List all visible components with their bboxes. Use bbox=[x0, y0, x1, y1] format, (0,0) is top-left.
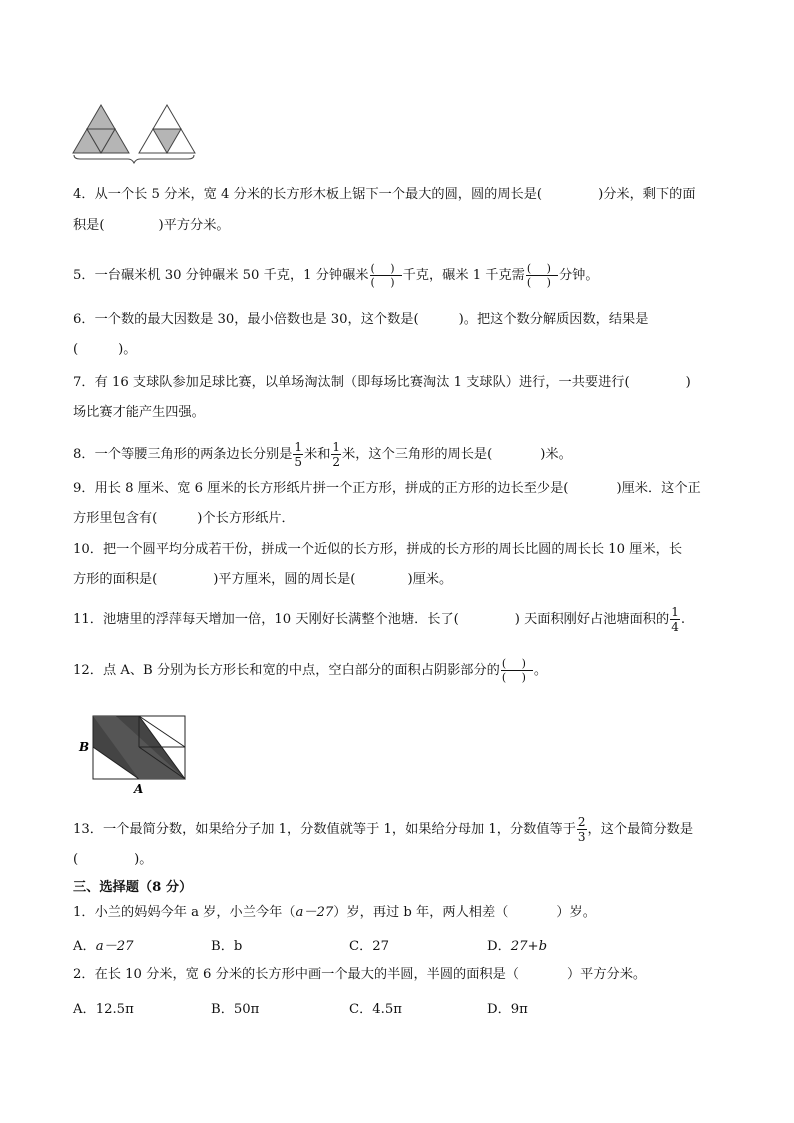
question-4-text: 积是( bbox=[73, 218, 105, 233]
option-label: D． bbox=[487, 939, 511, 954]
question-7-text: 场比赛才能产生四强。 bbox=[73, 405, 205, 420]
fraction-two-thirds bbox=[577, 816, 587, 843]
fraction-numerator: 1 bbox=[671, 605, 679, 619]
question-9-line-2 bbox=[73, 510, 295, 528]
choice-question-2 bbox=[73, 966, 646, 984]
question-4-line-2 bbox=[73, 217, 230, 235]
question-8-text: 米和 bbox=[304, 447, 331, 462]
question-6-text: )。把这个数分解质因数，结果是 bbox=[458, 312, 649, 327]
option-a[interactable]: A．12.5π bbox=[73, 1002, 134, 1017]
choice-question-text: ）岁。 bbox=[556, 905, 596, 920]
question-11 bbox=[73, 606, 685, 633]
section-heading: 三、选择题（8 分） bbox=[73, 880, 193, 895]
question-10-line-1 bbox=[73, 541, 682, 559]
question-8 bbox=[73, 441, 572, 468]
fraction-denominator: ( ) bbox=[501, 671, 532, 684]
fraction-one-half bbox=[331, 441, 341, 468]
option-d[interactable] bbox=[487, 935, 547, 954]
brace bbox=[74, 155, 194, 163]
question-6-text: ( bbox=[73, 342, 79, 357]
question-4-text: )平方分米。 bbox=[158, 218, 230, 233]
label-a: A bbox=[134, 782, 144, 796]
question-10-text: 10．把一个圆平均分成若干份，拼成一个近似的长方形，拼成的长方形的周长比圆的周长长 10 厘米，长 bbox=[73, 542, 683, 557]
question-6-text: 6．一个数的最大因数是 30，最小倍数也是 30，这个数是( bbox=[73, 312, 419, 327]
question-4-line-1 bbox=[73, 186, 696, 204]
option-b[interactable]: B．50π bbox=[211, 1002, 260, 1017]
label-b: B bbox=[79, 740, 90, 754]
question-11-text: ) 天面积刚好占池塘面积的 bbox=[514, 612, 670, 627]
fraction-numerator: 2 bbox=[577, 815, 586, 829]
fraction-one-quarter bbox=[670, 606, 680, 633]
fraction-numerator: ( ) bbox=[370, 262, 401, 275]
fraction-numerator: ( ) bbox=[501, 657, 532, 670]
fraction-denominator: 4 bbox=[671, 620, 679, 634]
question-10-text: )平方厘米，圆的周长是( bbox=[213, 572, 356, 587]
choice-question-text: ）岁，再过 b 年，两人相差（ bbox=[333, 905, 509, 920]
question-9-text: )厘米．这个正 bbox=[616, 481, 701, 496]
option-b[interactable]: B．b bbox=[211, 939, 243, 954]
option-c[interactable]: C．27 bbox=[349, 939, 390, 954]
question-13-line-2 bbox=[73, 851, 153, 869]
question-13-text: ，这个最简分数是 bbox=[587, 822, 694, 837]
question-10-text: )厘米。 bbox=[407, 572, 453, 587]
fraction-blank[interactable] bbox=[501, 658, 533, 683]
fraction-denominator: 2 bbox=[332, 455, 341, 469]
question-8-text: 8．一个等腰三角形的两条边长分别是 bbox=[73, 447, 293, 462]
question-4-text: 4．从一个长 5 分米，宽 4 分米的长方形木板上锯下一个最大的圆，圆的周长是( bbox=[73, 187, 543, 202]
fraction-denominator: ( ) bbox=[526, 276, 557, 289]
triangle-figure bbox=[72, 102, 198, 164]
question-7-text: 7．有 16 支球队参加足球比赛，以单场淘汰制（即每场比赛淘汰 1 支球队）进行，一共要进行( bbox=[73, 375, 630, 390]
option-label: A． bbox=[73, 939, 96, 954]
question-12-text: 。 bbox=[533, 663, 548, 678]
fraction-one-fifth bbox=[293, 441, 303, 468]
question-10-line-2 bbox=[73, 571, 452, 589]
question-5-text: 5．一台碾米机 30 分钟碾米 50 千克，1 分钟碾米 bbox=[73, 268, 369, 283]
fraction-numerator: ( ) bbox=[526, 262, 557, 275]
fraction-numerator: 1 bbox=[332, 440, 341, 454]
fraction-denominator: 5 bbox=[294, 455, 303, 469]
fraction-denominator: ( ) bbox=[370, 276, 401, 289]
question-9-text: 方形里包含有( bbox=[73, 511, 158, 526]
question-12-text: 12．点 A、B 分别为长方形长和宽的中点，空白部分的面积占阴影部分的 bbox=[73, 663, 500, 678]
question-5-text: 分钟。 bbox=[558, 268, 599, 283]
fraction-denominator: 3 bbox=[577, 830, 586, 844]
fraction-blank[interactable] bbox=[370, 263, 402, 288]
option-c[interactable]: C．4.5π bbox=[349, 1002, 402, 1017]
question-8-text: )米。 bbox=[540, 447, 572, 462]
question-7-line-1 bbox=[73, 374, 691, 392]
question-6-line-2 bbox=[73, 341, 137, 359]
question-13-text: 13．一个最简分数，如果给分子加 1，分数值就等于 1，如果给分母加 1，分数值等于 bbox=[73, 822, 576, 837]
question-5-text: 千克，碾米 1 千克需 bbox=[402, 268, 525, 283]
option-text: a－27 bbox=[95, 939, 134, 954]
math-expression: a－27 bbox=[295, 905, 334, 920]
question-7-text: ) bbox=[685, 375, 691, 390]
question-6-line-1 bbox=[73, 311, 648, 329]
question-12 bbox=[73, 658, 547, 683]
question-13-text: )。 bbox=[134, 852, 153, 867]
fraction-blank[interactable] bbox=[526, 263, 558, 288]
question-7-line-2 bbox=[73, 404, 205, 422]
question-5 bbox=[73, 263, 599, 288]
fraction-numerator: 1 bbox=[294, 440, 303, 454]
question-13-text: ( bbox=[73, 852, 79, 867]
question-10-text: 方形的面积是( bbox=[73, 572, 158, 587]
choice-question-text: 1．小兰的妈妈今年 a 岁，小兰今年（ bbox=[73, 905, 296, 920]
option-text: 27+b bbox=[510, 939, 548, 954]
rectangle-figure bbox=[76, 712, 196, 796]
question-4-text: )分米，剩下的面 bbox=[598, 187, 696, 202]
question-9-line-1 bbox=[73, 480, 701, 498]
triangle-shaded bbox=[87, 105, 115, 129]
question-9-text: )个长方形纸片． bbox=[197, 511, 295, 526]
choice-question-text: 2．在长 10 分米，宽 6 分米的长方形中画一个最大的半圆，半圆的面积是（ bbox=[73, 967, 519, 982]
question-6-text: )。 bbox=[118, 342, 137, 357]
question-13-line-1 bbox=[73, 816, 693, 843]
choice-question-1 bbox=[73, 904, 596, 922]
question-9-text: 9．用长 8 厘米、宽 6 厘米的长方形纸片拼一个正方形，拼成的正方形的边长至少是( bbox=[73, 481, 569, 496]
choice-question-text: ）平方分米。 bbox=[566, 967, 647, 982]
option-a[interactable] bbox=[73, 935, 134, 954]
question-11-text: . bbox=[680, 612, 686, 627]
question-11-text: 11．池塘里的浮萍每天增加一倍，10 天刚好长满整个池塘．长了( bbox=[73, 612, 459, 627]
question-8-text: 米，这个三角形的周长是( bbox=[342, 447, 493, 462]
option-d[interactable]: D．9π bbox=[487, 1002, 528, 1017]
